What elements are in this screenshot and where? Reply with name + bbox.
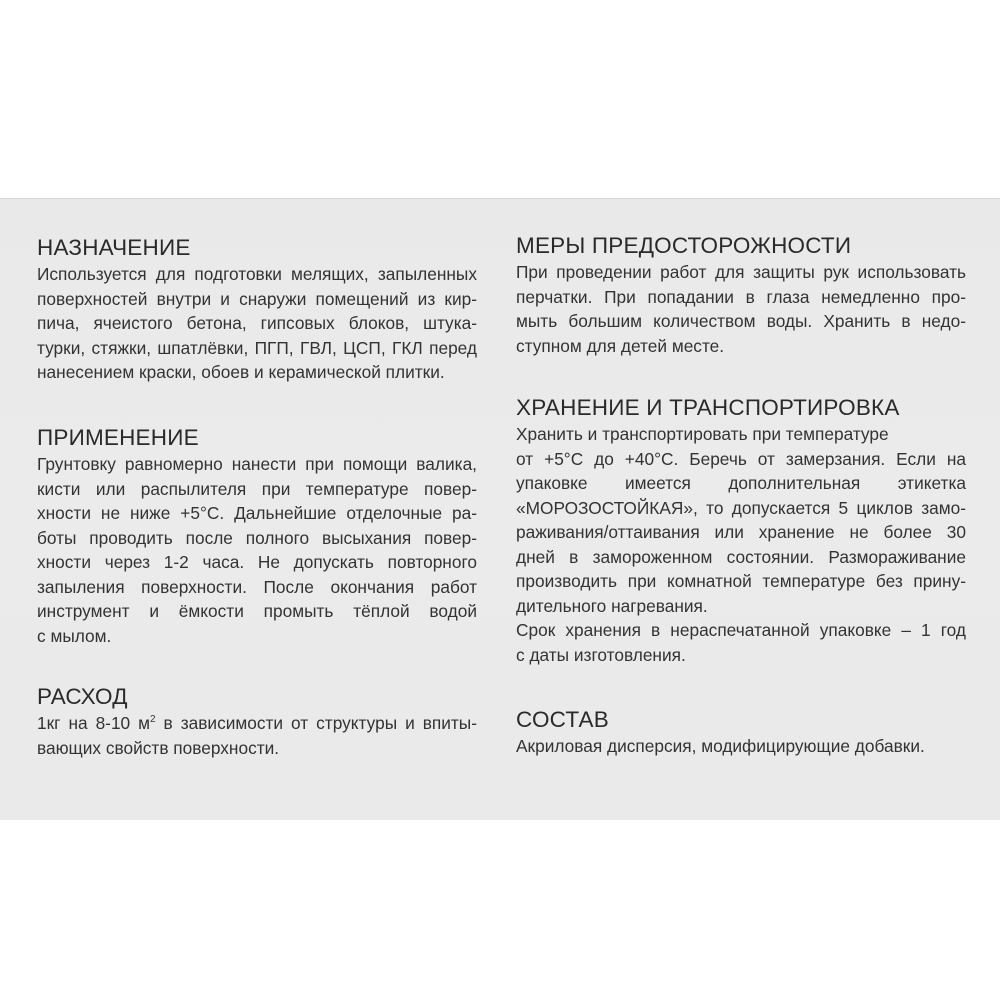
section-application <box>37 424 477 648</box>
label-panel <box>0 198 1000 820</box>
text-line: хности через 1-2 часа. Не допускать повторного <box>37 552 477 572</box>
heading-composition: СОСТАВ <box>516 707 609 732</box>
heading-storage: ХРАНЕНИЕ И ТРАНСПОРТИРОВКА <box>516 395 900 420</box>
text-composition <box>516 734 966 759</box>
text-line: вающих свойств поверхности. <box>37 737 280 758</box>
text-line: мыть большим количеством воды. Хранить в недо- <box>516 311 966 331</box>
text-line: поверхностей внутри и снаружи помещений из кир- <box>37 288 477 309</box>
text-line: кисти или распылителя при температуре повер- <box>37 478 477 499</box>
text-line: инструмент и ёмкости промыть тёплой водой <box>37 601 477 621</box>
text-precautions <box>516 260 966 358</box>
text-line: с мылом. <box>37 625 112 646</box>
text-line: «МОРОЗОСТОЙКАЯ», то допускается 5 циклов замо- <box>516 497 966 518</box>
text-consumption <box>37 711 477 760</box>
text-line: хности не ниже +5°C. Дальнейшие отделочные ра- <box>37 503 477 523</box>
section-storage <box>516 394 966 667</box>
heading-application: ПРИМЕНЕНИЕ <box>37 425 199 450</box>
heading-purpose: НАЗНАЧЕНИЕ <box>37 235 191 260</box>
text-line: пича, ячеистого бетона, гипсовых блоков, штука- <box>37 313 477 333</box>
heading-precautions: МЕРЫ ПРЕДОСТОРОЖНОСТИ <box>516 233 852 258</box>
text-line: от +5°C до +40°C. Беречь от замерзания. Если на <box>516 448 966 469</box>
text-line: Акриловая дисперсия, модифицирующие добавки. <box>516 736 925 756</box>
text-line: Используется для подготовки мелящих, запыленных <box>37 264 477 284</box>
text-purpose <box>37 262 477 385</box>
text-application <box>37 452 477 648</box>
text-line: ступном для детей месте. <box>516 335 725 356</box>
text-line <box>37 711 477 736</box>
text-line: При проведении работ для защиты рук использовать <box>516 262 966 282</box>
text-line: раживания/оттаивания или хранение не более 30 <box>516 522 966 542</box>
text-line: нанесением краски, обоев и керамической плитки. <box>37 362 445 382</box>
text-storage <box>516 422 966 667</box>
superscript-two: 2 <box>150 714 156 726</box>
text-line: Срок хранения в нераспечатанной упаковке – 1 год <box>516 620 966 640</box>
text-line: боты проводить после полного высыхания повер- <box>37 527 477 548</box>
text-line: дительного нагревания. <box>516 595 708 616</box>
text-line: запыления поверхности. После окончания работ <box>37 576 477 597</box>
text-line: с даты изготовления. <box>516 644 686 665</box>
text-line: Хранить и транспортировать при температуре <box>516 424 889 444</box>
heading-consumption: РАСХОД <box>37 684 128 709</box>
section-precautions <box>516 232 966 358</box>
consumption-rate: 1кг на 8-10 м <box>37 713 151 733</box>
text-line: Грунтовку равномерно нанести при помощи валика, <box>37 454 477 474</box>
text-line: дней в замороженном состоянии. Размораживание <box>516 546 966 567</box>
text-line: упаковке имеется дополнительная этикетка <box>516 473 966 493</box>
text-line: турки, стяжки, шпатлёвки, ПГП, ГВЛ, ЦСП, ГКЛ перед <box>37 337 477 358</box>
text-line: перчатки. При попадании в глаза немедленно про- <box>516 286 966 307</box>
consumption-rate-rest: в зависимости от структуры и впиты- <box>155 713 477 733</box>
text-line: производить при комнатной температуре без прину- <box>516 571 966 591</box>
section-consumption <box>37 683 477 760</box>
section-purpose <box>37 234 477 385</box>
section-composition <box>516 706 966 759</box>
